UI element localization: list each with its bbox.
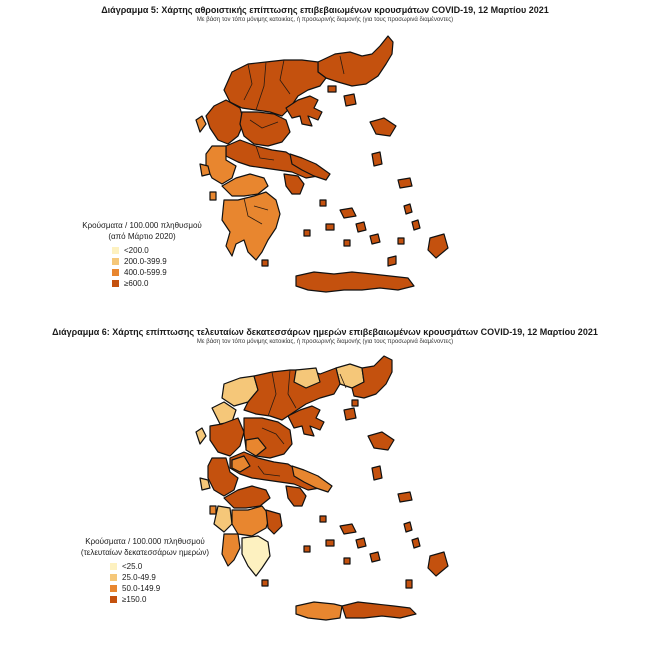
map1-subtitle: Με βάση τον τόπο μόνιμης κατοικίας, ή προσωρινής διαμονής (για τους προσωρινά διαμένοντες) <box>196 17 454 23</box>
map2-regions <box>196 356 448 620</box>
map1-region-islet-a <box>320 200 326 206</box>
map1-legend-title: Κρούσματα / 100.000 πληθυσμού <box>82 221 202 230</box>
map2-region-kefalonia <box>200 478 210 490</box>
map2-region-cyclades-4 <box>326 540 334 546</box>
map1-legend-item <box>112 278 212 289</box>
map1-legend-item <box>112 256 212 267</box>
map1-legend-item <box>112 245 212 256</box>
map1-region-thasos <box>328 86 336 92</box>
map2-region-samos <box>398 492 412 502</box>
map1-region-epirus <box>206 100 244 144</box>
map2-legend-subtitle: (τελευταίων δεκατεσσάρων ημερών) <box>80 548 210 557</box>
map1-region-lesvos <box>370 118 396 136</box>
map1-region-rhodes <box>428 234 448 258</box>
legend-label: 50.0-149.9 <box>122 584 161 593</box>
map2-region-cyclades-3 <box>370 552 380 562</box>
map2-region-laconia <box>242 536 270 576</box>
legend-label: ≥150.0 <box>122 595 147 604</box>
legend-label: ≥600.0 <box>124 279 149 288</box>
map1-region-cyclades-1 <box>340 208 356 218</box>
map2-legend-title: Κρούσματα / 100.000 πληθυσμού <box>85 537 205 546</box>
legend-label: 200.0-399.9 <box>124 257 167 266</box>
map2-region-cyclades-2 <box>356 538 366 548</box>
map1-region-samos <box>398 178 412 188</box>
map1-region-attica <box>284 174 304 194</box>
map1-region-dodecanese-2 <box>412 220 420 230</box>
legend-label: <200.0 <box>124 246 149 255</box>
map2-legend-item <box>110 572 220 583</box>
map2-region-dodecanese-2 <box>412 538 420 548</box>
map1-region-islet-c <box>398 238 404 244</box>
map2-region-islet-a <box>320 516 326 522</box>
map2-legend-item <box>110 594 220 605</box>
legend-swatch <box>110 574 117 581</box>
map2-legend-item <box>110 561 220 572</box>
map1-region-thessaly <box>240 112 290 146</box>
map2-region-rhodes <box>428 552 448 576</box>
map1-legend-subtitle: (από Μάρτιο 2020) <box>108 232 176 241</box>
map2-region-islet-b <box>344 558 350 564</box>
map1-region-thrace <box>318 36 393 86</box>
map2-region-islet-d <box>352 400 358 406</box>
legend-swatch <box>112 280 119 287</box>
map2-legend <box>70 536 220 605</box>
map1-region-dodecanese-3 <box>388 256 396 266</box>
map1-region-lemnos <box>344 94 356 106</box>
map1-region-cyclades-3 <box>370 234 380 244</box>
legend-swatch <box>112 258 119 265</box>
map1-region-cyclades-4 <box>326 224 334 230</box>
legend-swatch <box>112 247 119 254</box>
map1-region-zakynthos <box>210 192 216 200</box>
map1-region-islet-d <box>304 230 310 236</box>
map2-region-arcadia <box>232 506 270 536</box>
map1-region-chios <box>372 152 382 166</box>
map2-region-cyclades-1 <box>340 524 356 534</box>
map2-title: Διάγραμμα 6: Χάρτης επίπτωσης τελευταίων δεκατεσσάρων ημερών επιβεβαιωμένων κρουσμάτων COVID-19, 12 Μαρτίου 2021 <box>52 327 598 337</box>
map2-region-islet-c <box>304 546 310 552</box>
map1-region-cyclades-2 <box>356 222 366 232</box>
map2-region-crete-east <box>342 602 416 618</box>
map1-region-dodecanese-1 <box>404 204 412 214</box>
map1-regions <box>196 36 448 292</box>
map2-region-macedonia-central <box>244 368 340 420</box>
map2-region-lemnos <box>344 408 356 420</box>
map2-subtitle: Με βάση τον τόπο μόνιμης κατοικίας, ή προσωρινής διαμονής (για τους προσωρινά διαμένοντες) <box>196 339 454 345</box>
legend-swatch <box>110 585 117 592</box>
map2-region-epirus <box>210 418 244 456</box>
map2-region-chios <box>372 466 382 480</box>
map1-legend-item <box>112 267 212 278</box>
map2-region-ilia <box>214 506 232 532</box>
map1-legend <box>72 220 212 289</box>
map2-region-attica <box>286 486 306 506</box>
map2-region-zakynthos <box>210 506 216 514</box>
map2-region-dodecanese-1 <box>404 522 412 532</box>
legend-label: 25.0-49.9 <box>122 573 156 582</box>
map2-region-crete-west <box>296 602 342 620</box>
map2-region-kythira <box>262 580 268 586</box>
map1-region-corfu <box>196 116 206 132</box>
legend-label: <25.0 <box>122 562 143 571</box>
map1-title: Διάγραμμα 5: Χάρτης αθροιστικής επίπτωσης επιβεβαιωμένων κρουσμάτων COVID-19, 12 Μαρτίου 2021 <box>101 5 549 15</box>
map1-region-kythira <box>262 260 268 266</box>
map1-region-islet-b <box>344 240 350 246</box>
map1-region-crete <box>296 272 414 292</box>
map1-region-kefalonia <box>200 164 210 176</box>
map2-region-dodecanese-3 <box>406 580 412 588</box>
legend-swatch <box>110 563 117 570</box>
legend-swatch <box>110 596 117 603</box>
legend-swatch <box>112 269 119 276</box>
map2-region-argolida <box>266 510 282 534</box>
legend-label: 400.0-599.9 <box>124 268 167 277</box>
map2-region-messinia <box>222 534 240 566</box>
map1-region-peloponnese <box>222 192 280 260</box>
map2-legend-item <box>110 583 220 594</box>
map2-region-lesvos <box>368 432 394 450</box>
map2-region-corfu <box>196 428 206 444</box>
